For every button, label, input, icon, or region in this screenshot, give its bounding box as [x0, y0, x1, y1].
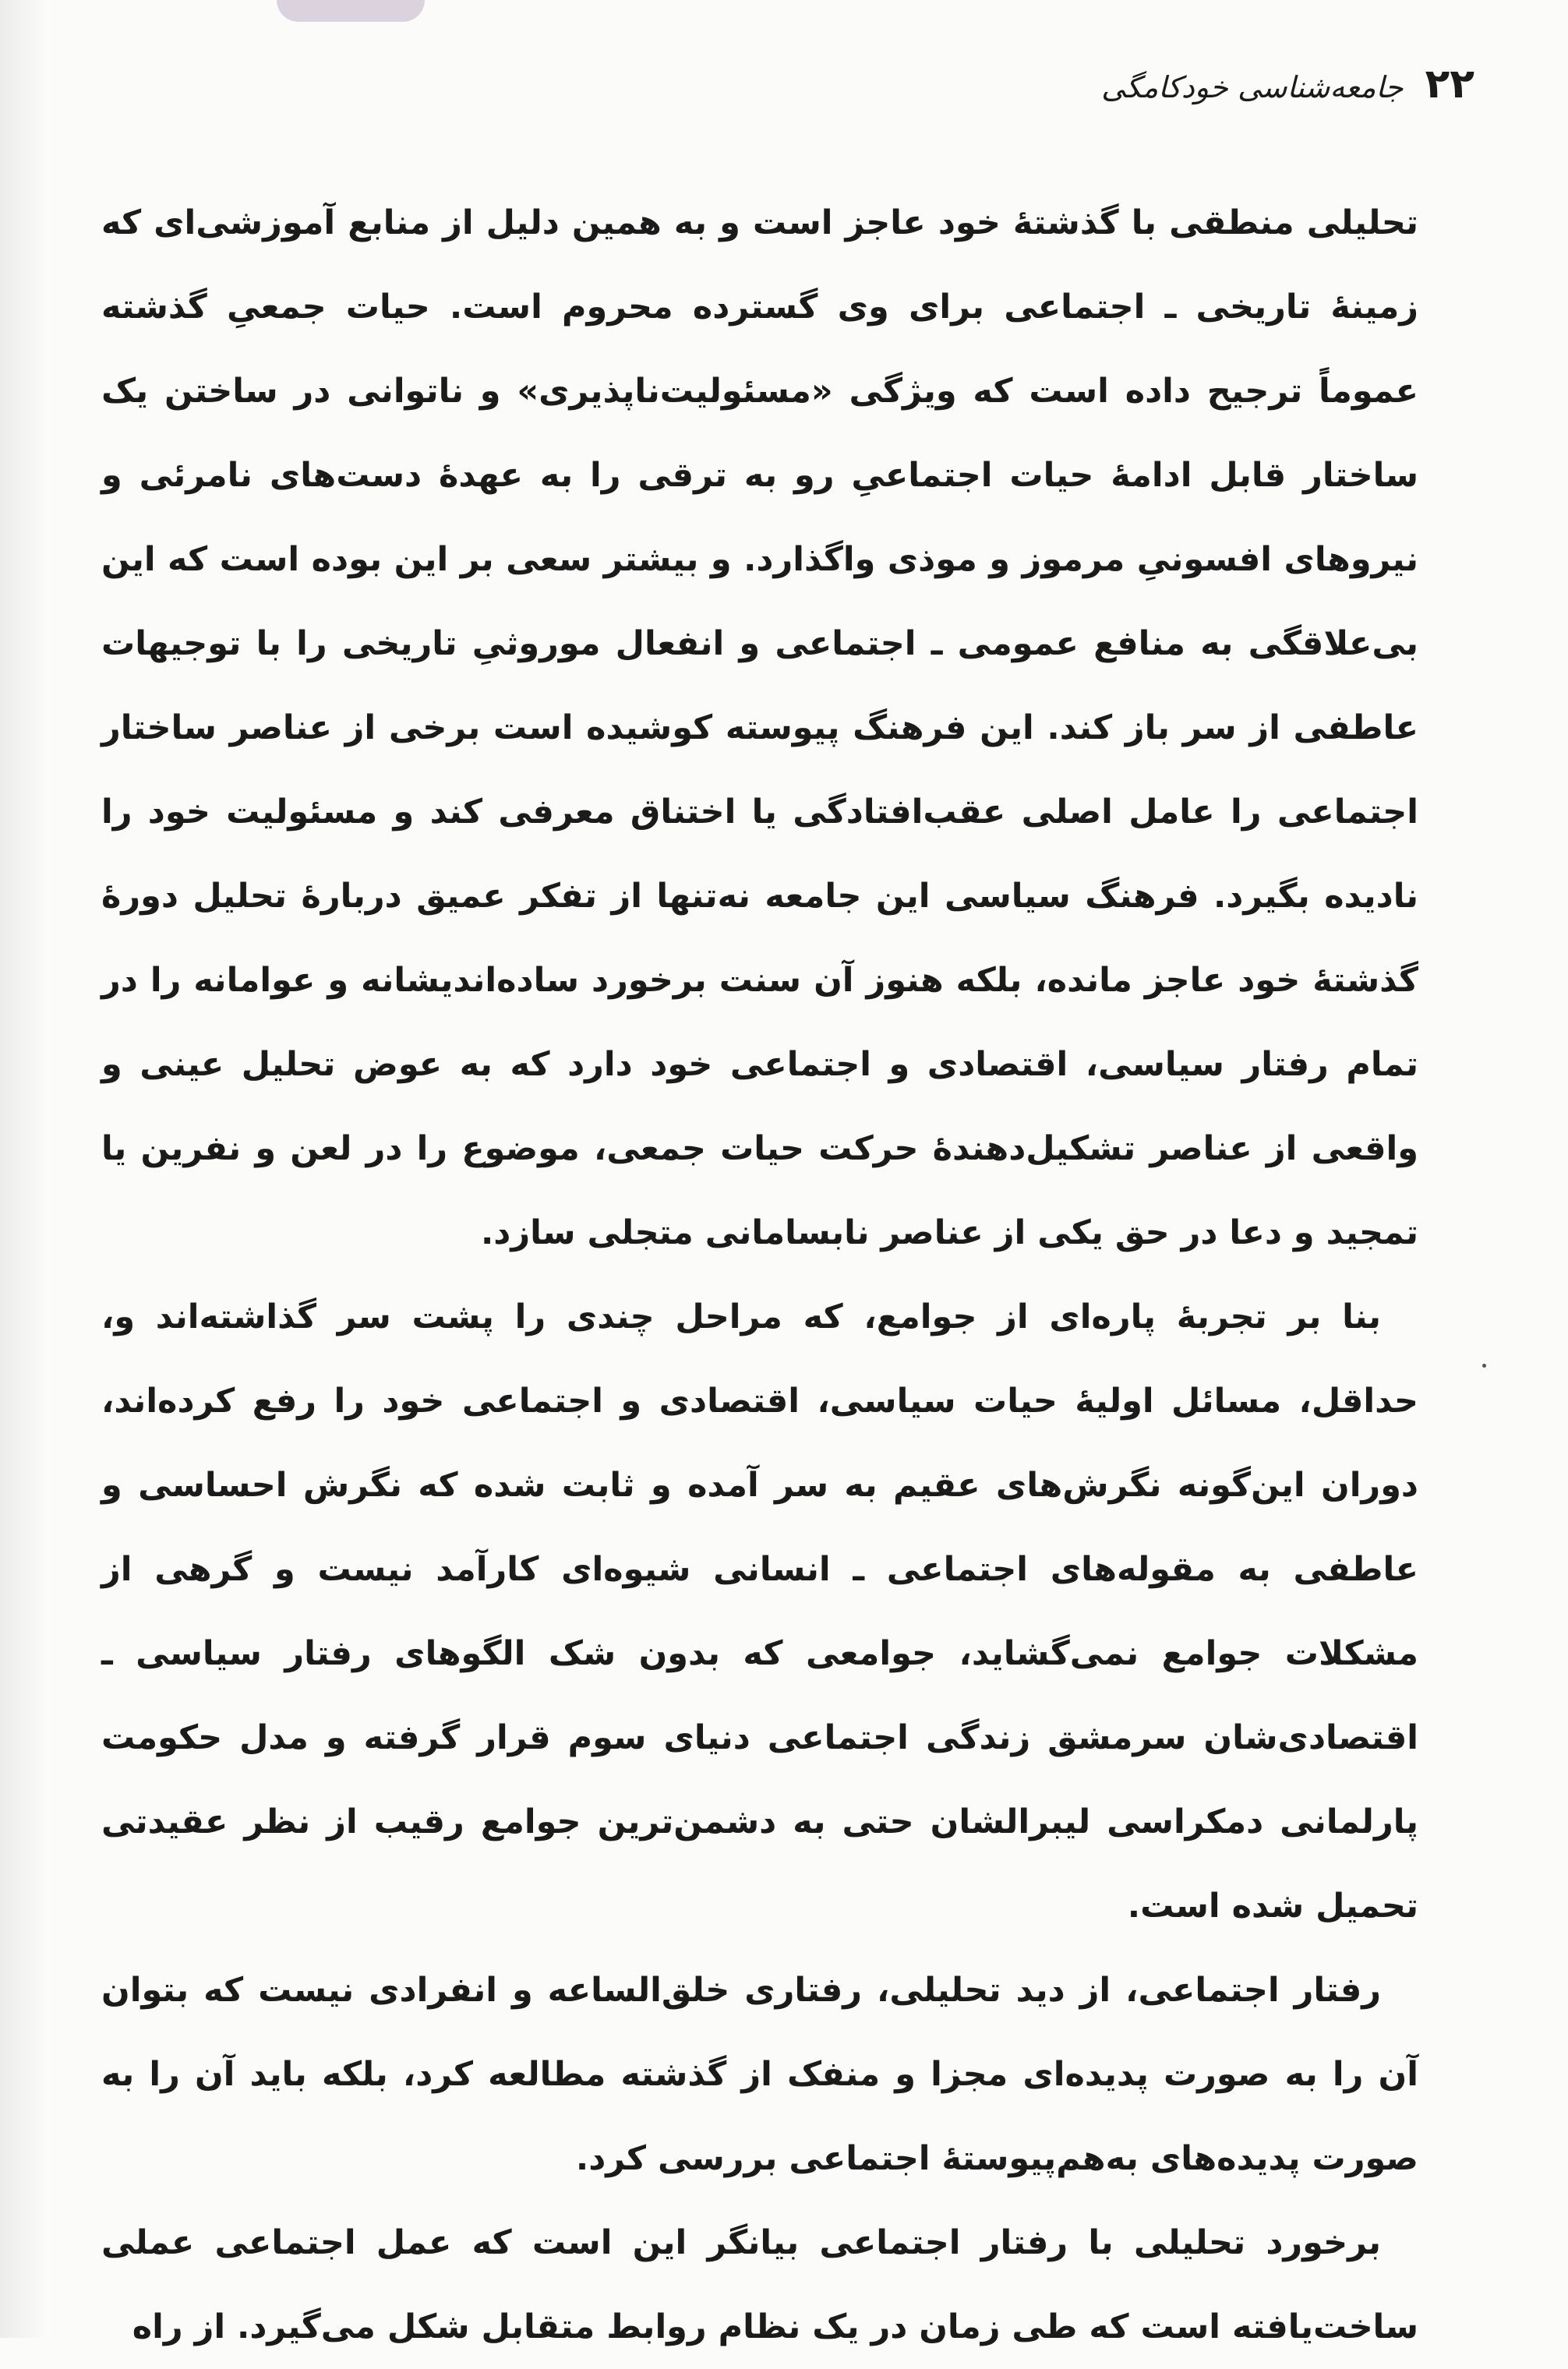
paragraph-3: رفتار اجتماعی، از دید تحلیلی، رفتاری خلق‌الساعه و انفرادی نیست که بتوان آن را به صورت پدیده‌ای مجزا و منفک از گذشته مطالعه کرد، بلکه باید آن را به صورت پدیده‌های به‌هم‌پیوستهٔ اجتماعی بررسی کرد.	[101, 1971, 1418, 2178]
page-number: ۲۲	[1425, 61, 1474, 108]
page-edge-shadow	[0, 0, 47, 2338]
book-title: جامعه‌شناسی خودکامگی	[1101, 70, 1404, 104]
paragraph-1: تحلیلی منطقی با گذشتهٔ خود عاجز است و به همین دلیل از منابع آموزشی‌ای که زمینهٔ تاریخی ـ اجتماعی برای وی گسترده محروم است. حیات جمعیِ گذشته عموماً ترجیح داده است که ویژگی «مسئولیت‌ناپذیری» و ناتوانی در ساختن یک ساختار قابل ادامهٔ حیات اجتماعیِ رو به ترقی را به عهدهٔ دست‌های نامرئی و نیروهای افسونیِ مرموز و موذی واگذارد. و بیشتر سعی بر این بوده است که این بی‌علاقگی به منافع عمومی ـ اجتماعی و انفعال موروثیِ تاریخی را با توجیهات عاطفی از سر باز کند. این فرهنگ پیوسته کوشیده است برخی از عناصر ساختار اجتماعی را عامل اصلی عقب‌افتادگی یا اختناق معرفی کند و مسئولیت خود را نادیده بگیرد. فرهنگ سیاسی این جامعه نه‌تنها از تفکر عمیق دربارهٔ تحلیل دورهٔ گذشتهٔ خود عاجز مانده، بلکه هنوز آن سنت برخورد ساده‌اندیشانه و عوامانه را در تمام رفتار سیاسی، اقتصادی و اجتماعی خود دارد که به عوض تحلیل عینی و واقعی از عناصر تشکیل‌دهندهٔ حرکت حیات جمعی، موضوع را در لعن و نفرین یا تمجید و دعا در حق یکی از عناصر نابسامانی متجلی سازد.	[101, 203, 1418, 1252]
body-text	[101, 181, 1418, 2369]
running-header	[1101, 61, 1474, 108]
paragraph-2: بنا بر تجربهٔ پاره‌ای از جوامع، که مراحل چندی را پشت سر گذاشته‌اند و، حداقل، مسائل اولیهٔ حیات سیاسی، اقتصادی و اجتماعی خود را رفع کرده‌اند، دوران این‌گونه نگرش‌های عقیم به سر آمده و ثابت شده که نگرش احساسی و عاطفی به مقوله‌های اجتماعی ـ انسانی شیوه‌ای کارآمد نیست و گرهی از مشکلات جوامع نمی‌گشاید، جوامعی که بدون شک الگوهای رفتار سیاسی ـ اقتصادی‌شان سرمشق زندگی اجتماعی دنیای سوم قرار گرفته و مدل حکومت پارلمانی دمکراسی لیبرالشان حتی به دشمن‌ترین جوامع رقیب از نظر عقیدتی تحمیل شده است.	[101, 1297, 1418, 1926]
corner-smudge	[277, 0, 425, 22]
ink-speck	[1482, 1364, 1486, 1368]
paragraph-4: برخورد تحلیلی با رفتار اجتماعی بیانگر این است که عمل اجتماعی عملی ساخت‌یافته است که طی زمان در یک نظام روابط متقابل شکل می‌گیرد. از راه	[101, 2223, 1418, 2346]
